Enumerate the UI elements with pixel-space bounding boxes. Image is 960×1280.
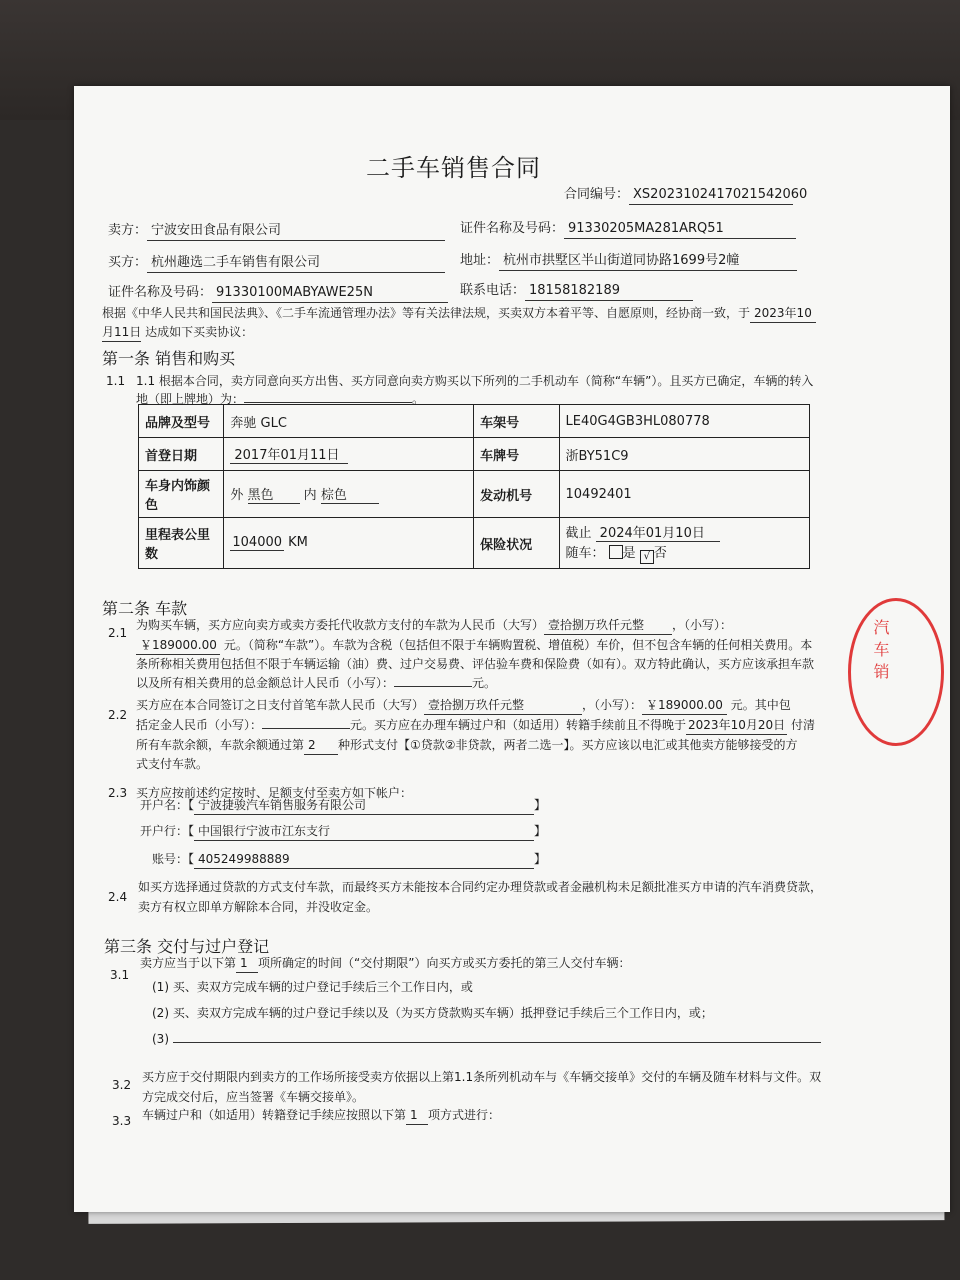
clause-3-1-option2: (2) 买、卖双方完成车辆的过户登记手续以及（为买方贷款购买车辆）抵押登记手续后三个工作日内，或； — [152, 1006, 713, 1020]
preamble-line2: 月11日 达成如下买卖协议： — [102, 323, 253, 342]
table-row — [139, 405, 810, 438]
first-reg-value: 2017年01月11日 — [230, 444, 348, 464]
buyer-name: 杭州趣选二手车销售有限公司 — [147, 254, 445, 273]
contract-page — [74, 86, 950, 1212]
clause-3-1-option3: (3) — [152, 1030, 821, 1048]
seller-id: 91330205MA281ARQ51 — [564, 220, 796, 239]
clause-2-4-line1: 如买方选择通过贷款的方式支付车款，而最终买方未能按本合同约定办理贷款或者金融机构未足额批准买方申请的汽车消费贷款， — [138, 880, 823, 894]
account-name: 宁波捷骏汽车销售服务有限公司 — [194, 796, 534, 815]
plate-value: 浙BY51C9 — [559, 438, 809, 471]
checkbox-yes — [609, 545, 623, 559]
account-name-row: 开户名：【 宁波捷骏汽车销售服务有限公司 】 — [140, 796, 546, 815]
company-seal: 汽车销 — [848, 598, 944, 746]
clause-3-1-text: 卖方应当于以下第 1 项所确定的时间（“交付期限”）向买方或买方委托的第三人交付车辆： — [140, 954, 630, 973]
engine-value: 10492401 — [559, 471, 809, 518]
color-value: 外 黑色 内 棕色 — [224, 471, 474, 518]
brand-label: 品牌及型号 — [139, 405, 224, 438]
account-number-row: 账号：【 405249988889 】 — [152, 850, 546, 869]
section3-title: 第三条 交付与过户登记 — [104, 937, 270, 956]
clause-2-1-line2: ￥189000.00 元。（简称“车款”）。车款为含税（包括但不限于车辆购置税、增值税）车价，但不包含车辆的任何相关费用。本 — [136, 636, 812, 655]
clause-3-1-number: 3.1 — [110, 968, 130, 982]
clause-3-3-text: 车辆过户和（如适用）转籍登记手续应按照以下第 1 项方式进行： — [142, 1106, 500, 1125]
contract-number: 合同编号： XS2023102417021542060 — [564, 186, 793, 205]
clause-3-1-option1: (1) 买、卖双方完成车辆的过户登记手续后三个工作日内，或 — [152, 980, 473, 994]
vin-label: 车架号 — [474, 405, 559, 438]
clause-2-2-line1: 买方应在本合同签订之日支付首笔车款人民币（大写） 壹拾捌万玖仟元整 ，（小写）： ￥189000.00 元。其中包 — [136, 696, 791, 715]
clause-3-2-line1: 买方应于交付期限内到卖方的工作场所接受卖方依据以上第1.1条所列机动车与《车辆交接单》交付的车辆及随车材料与文件。双 — [142, 1070, 822, 1084]
first-reg-label: 首登日期 — [139, 438, 224, 471]
vehicle-info-table — [138, 404, 810, 569]
clause-2-2-line2: 括定金人民币（小写）： 元。买方应在办理车辆过户和（如适用）转籍手续前且不得晚于 2023年10月20日 付清 — [136, 716, 815, 735]
engine-label: 发动机号 — [474, 471, 559, 518]
insurance-label: 保险状况 — [474, 518, 559, 569]
phone-row: 联系电话： 18158182189 — [460, 282, 693, 301]
seller-row: 卖方： 宁波安田食品有限公司 — [108, 222, 445, 241]
mileage-label: 里程表公里 数 — [139, 518, 224, 569]
buyer-row: 买方： 杭州趣选二手车销售有限公司 — [108, 254, 445, 273]
checkbox-no: √ — [640, 550, 654, 564]
section1-title: 第一条 销售和购买 — [102, 349, 236, 368]
clause-2-2-line4: 式支付车款。 — [136, 757, 209, 771]
phone-number: 18158182189 — [525, 282, 693, 301]
clause-1-1-text: 1.1 根据本合同，卖方同意向买方出售、买方同意向卖方购买以下所列的二手机动车（简称“车辆”）。且买方已确定，车辆的转入 — [136, 374, 814, 388]
clause-2-1-line3: 条所称相关费用包括但不限于车辆运输（油）费、过户交易费、评估验车费和保险费（如有）。双方特此确认，买方应该承担车款 — [136, 657, 815, 671]
clause-2-3-number: 2.3 — [108, 786, 128, 800]
table-row — [139, 471, 810, 518]
clause-2-2-line3: 所有车款余额，车款余额通过第 2 种形式支付【①贷款②非贷款，两者二选一】。买方应该以电汇或其他卖方能够接受的方 — [136, 736, 798, 755]
table-row — [139, 518, 810, 569]
preamble-line1: 根据《中华人民共和国民法典》、《二手车流通管理办法》等有关法律法规，买卖双方本着平等、自愿原则，经协商一致，于 2023年10 — [102, 304, 816, 323]
clause-1-1-number: 1.1 — [106, 374, 126, 388]
buyer-address: 杭州市拱墅区半山街道同协路1699号2幢 — [499, 252, 797, 271]
account-bank: 中国银行宁波市江东支行 — [194, 822, 534, 841]
buyer-address-row: 地址： 杭州市拱墅区半山街道同协路1699号2幢 — [460, 252, 797, 271]
mileage-value: 104000 KM — [224, 518, 474, 569]
insurance-value: 截止 2024年01月10日 随车： 是 √ 否 — [559, 518, 809, 569]
color-label: 车身内饰颜 色 — [139, 471, 224, 518]
plate-label: 车牌号 — [474, 438, 559, 471]
account-bank-row: 开户行：【 中国银行宁波市江东支行 】 — [140, 822, 546, 841]
seller-id-row: 证件名称及号码： 91330205MA281ARQ51 — [460, 220, 796, 239]
table-row — [139, 438, 810, 471]
clause-2-4-number: 2.4 — [108, 890, 128, 904]
clause-2-1-line1: 为购买车辆，买方应向卖方或卖方委托代收款方支付的车款为人民币（大写） 壹拾捌万玖仟元整 ，（小写）： — [136, 616, 732, 635]
clause-2-1-number: 2.1 — [108, 626, 128, 640]
document-title: 二手车销售合同 — [366, 154, 541, 182]
seller-name: 宁波安田食品有限公司 — [147, 222, 445, 241]
account-number: 405249988889 — [194, 850, 534, 869]
vin-value: LE40G4GB3HL080778 — [559, 405, 809, 438]
clause-2-2-number: 2.2 — [108, 708, 128, 722]
clause-3-2-line2: 方完成交付后，应当签署《车辆交接单》。 — [142, 1090, 365, 1104]
brand-value: 奔驰 GLC — [224, 405, 474, 438]
section2-title: 第二条 车款 — [102, 599, 188, 618]
clause-1-1-text2: 地（即上牌地）为： 。 — [136, 392, 425, 406]
buyer-id-row: 证件名称及号码： 91330100MABYAWE25N — [108, 284, 448, 303]
clause-2-3-text: 买方应按前述约定按时、足额支付至卖方如下帐户： — [136, 786, 413, 800]
clause-2-1-line4: 以及所有相关费用的总金额总计人民币（小写）： 元。 — [136, 676, 497, 690]
clause-3-3-number: 3.3 — [112, 1114, 132, 1128]
buyer-id: 91330100MABYAWE25N — [212, 284, 448, 303]
clause-3-2-number: 3.2 — [112, 1078, 132, 1092]
clause-2-4-line2: 卖方有权立即单方解除本合同，并没收定金。 — [138, 900, 379, 914]
